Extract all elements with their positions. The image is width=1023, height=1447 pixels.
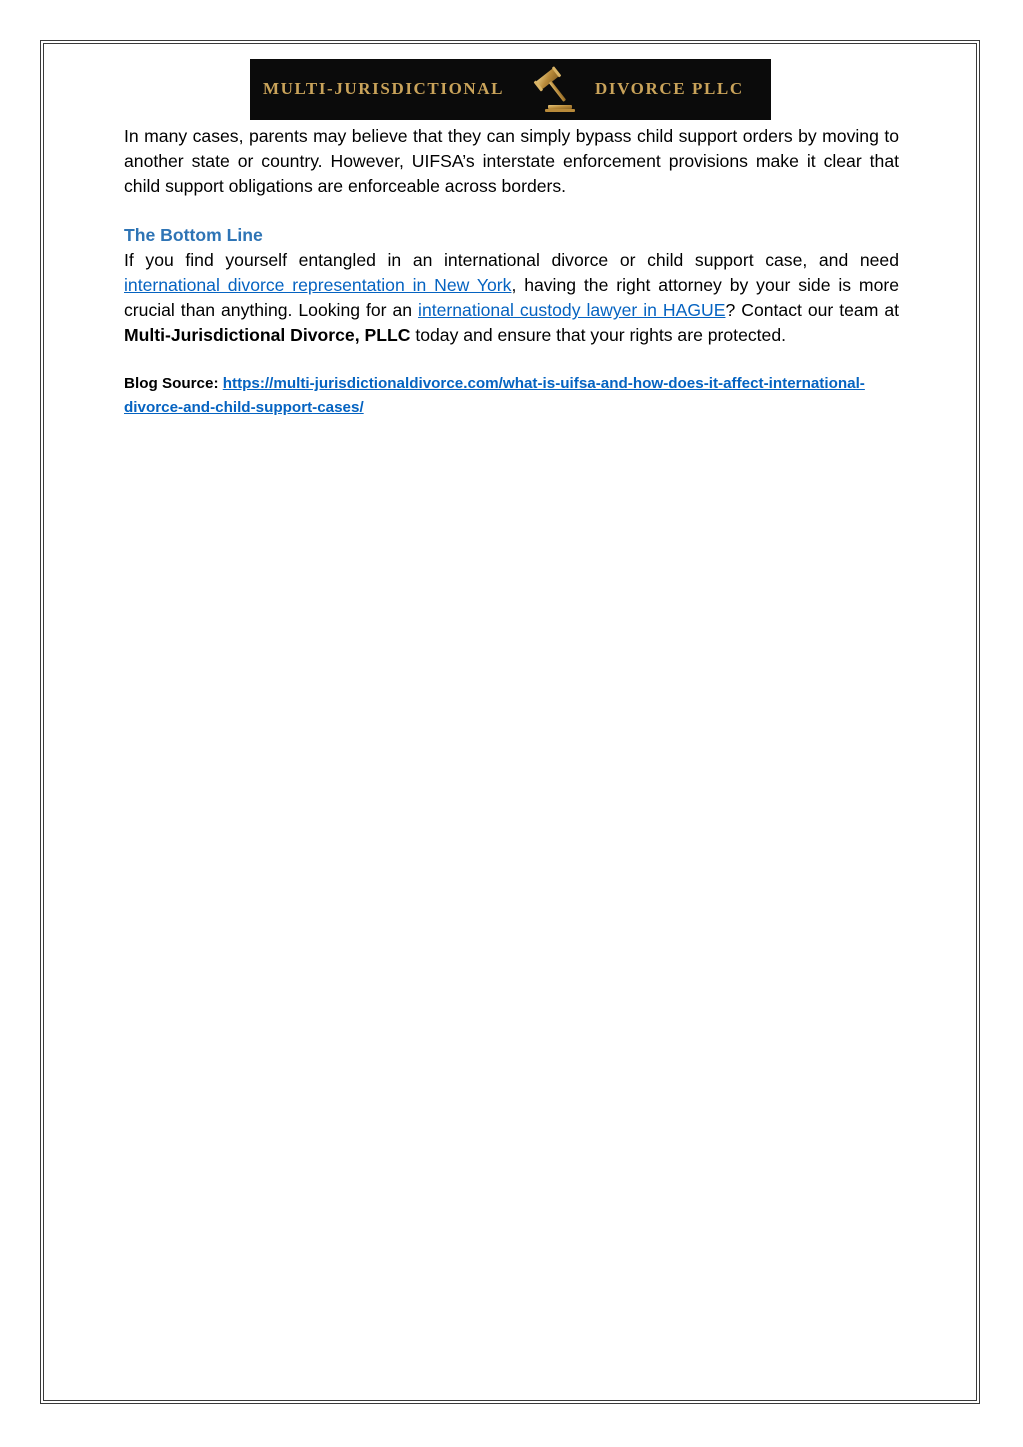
logo-left-text: MULTI-JURISDICTIONAL [263,79,505,98]
blog-source [124,372,899,420]
blog-source-label: Blog Source: [124,374,223,392]
company-logo-banner [250,59,771,120]
gavel-icon [528,66,578,114]
paragraph-text: today and ensure that your rights are protected. [410,325,786,346]
paragraph-text: , having the right attorney by your side is more crucial than anything. Looking for an [124,275,899,321]
section-heading-bottom-line: The Bottom Line [124,224,263,245]
firm-name: Multi-Jurisdictional Divorce, PLLC [124,325,411,346]
paragraph-text: If you find yourself entangled in an international divorce or child support case, and need [124,249,899,270]
intro-paragraph: In many cases, parents may believe that they can simply bypass child support orders by moving to another state or country. However, UIFSA’s interstate enforcement provisions make it clear that child support obligations are enforceable across borders. [124,126,899,197]
document-content [124,124,899,420]
link-international-custody-lawyer[interactable]: international custody lawyer in HAGUE [418,300,726,321]
blog-source-link[interactable]: https://multi-jurisdictionaldivorce.com/what-is-uifsa-and-how-does-it-affect-international-divorce-and-child-support-cases/ [124,374,865,416]
link-international-divorce-representation[interactable]: international divorce representation in New York [124,275,512,296]
paragraph-text: ? Contact our team at [725,300,900,321]
bottom-line-paragraph [124,248,899,349]
logo-right-text: DIVORCE PLLC [595,79,744,98]
